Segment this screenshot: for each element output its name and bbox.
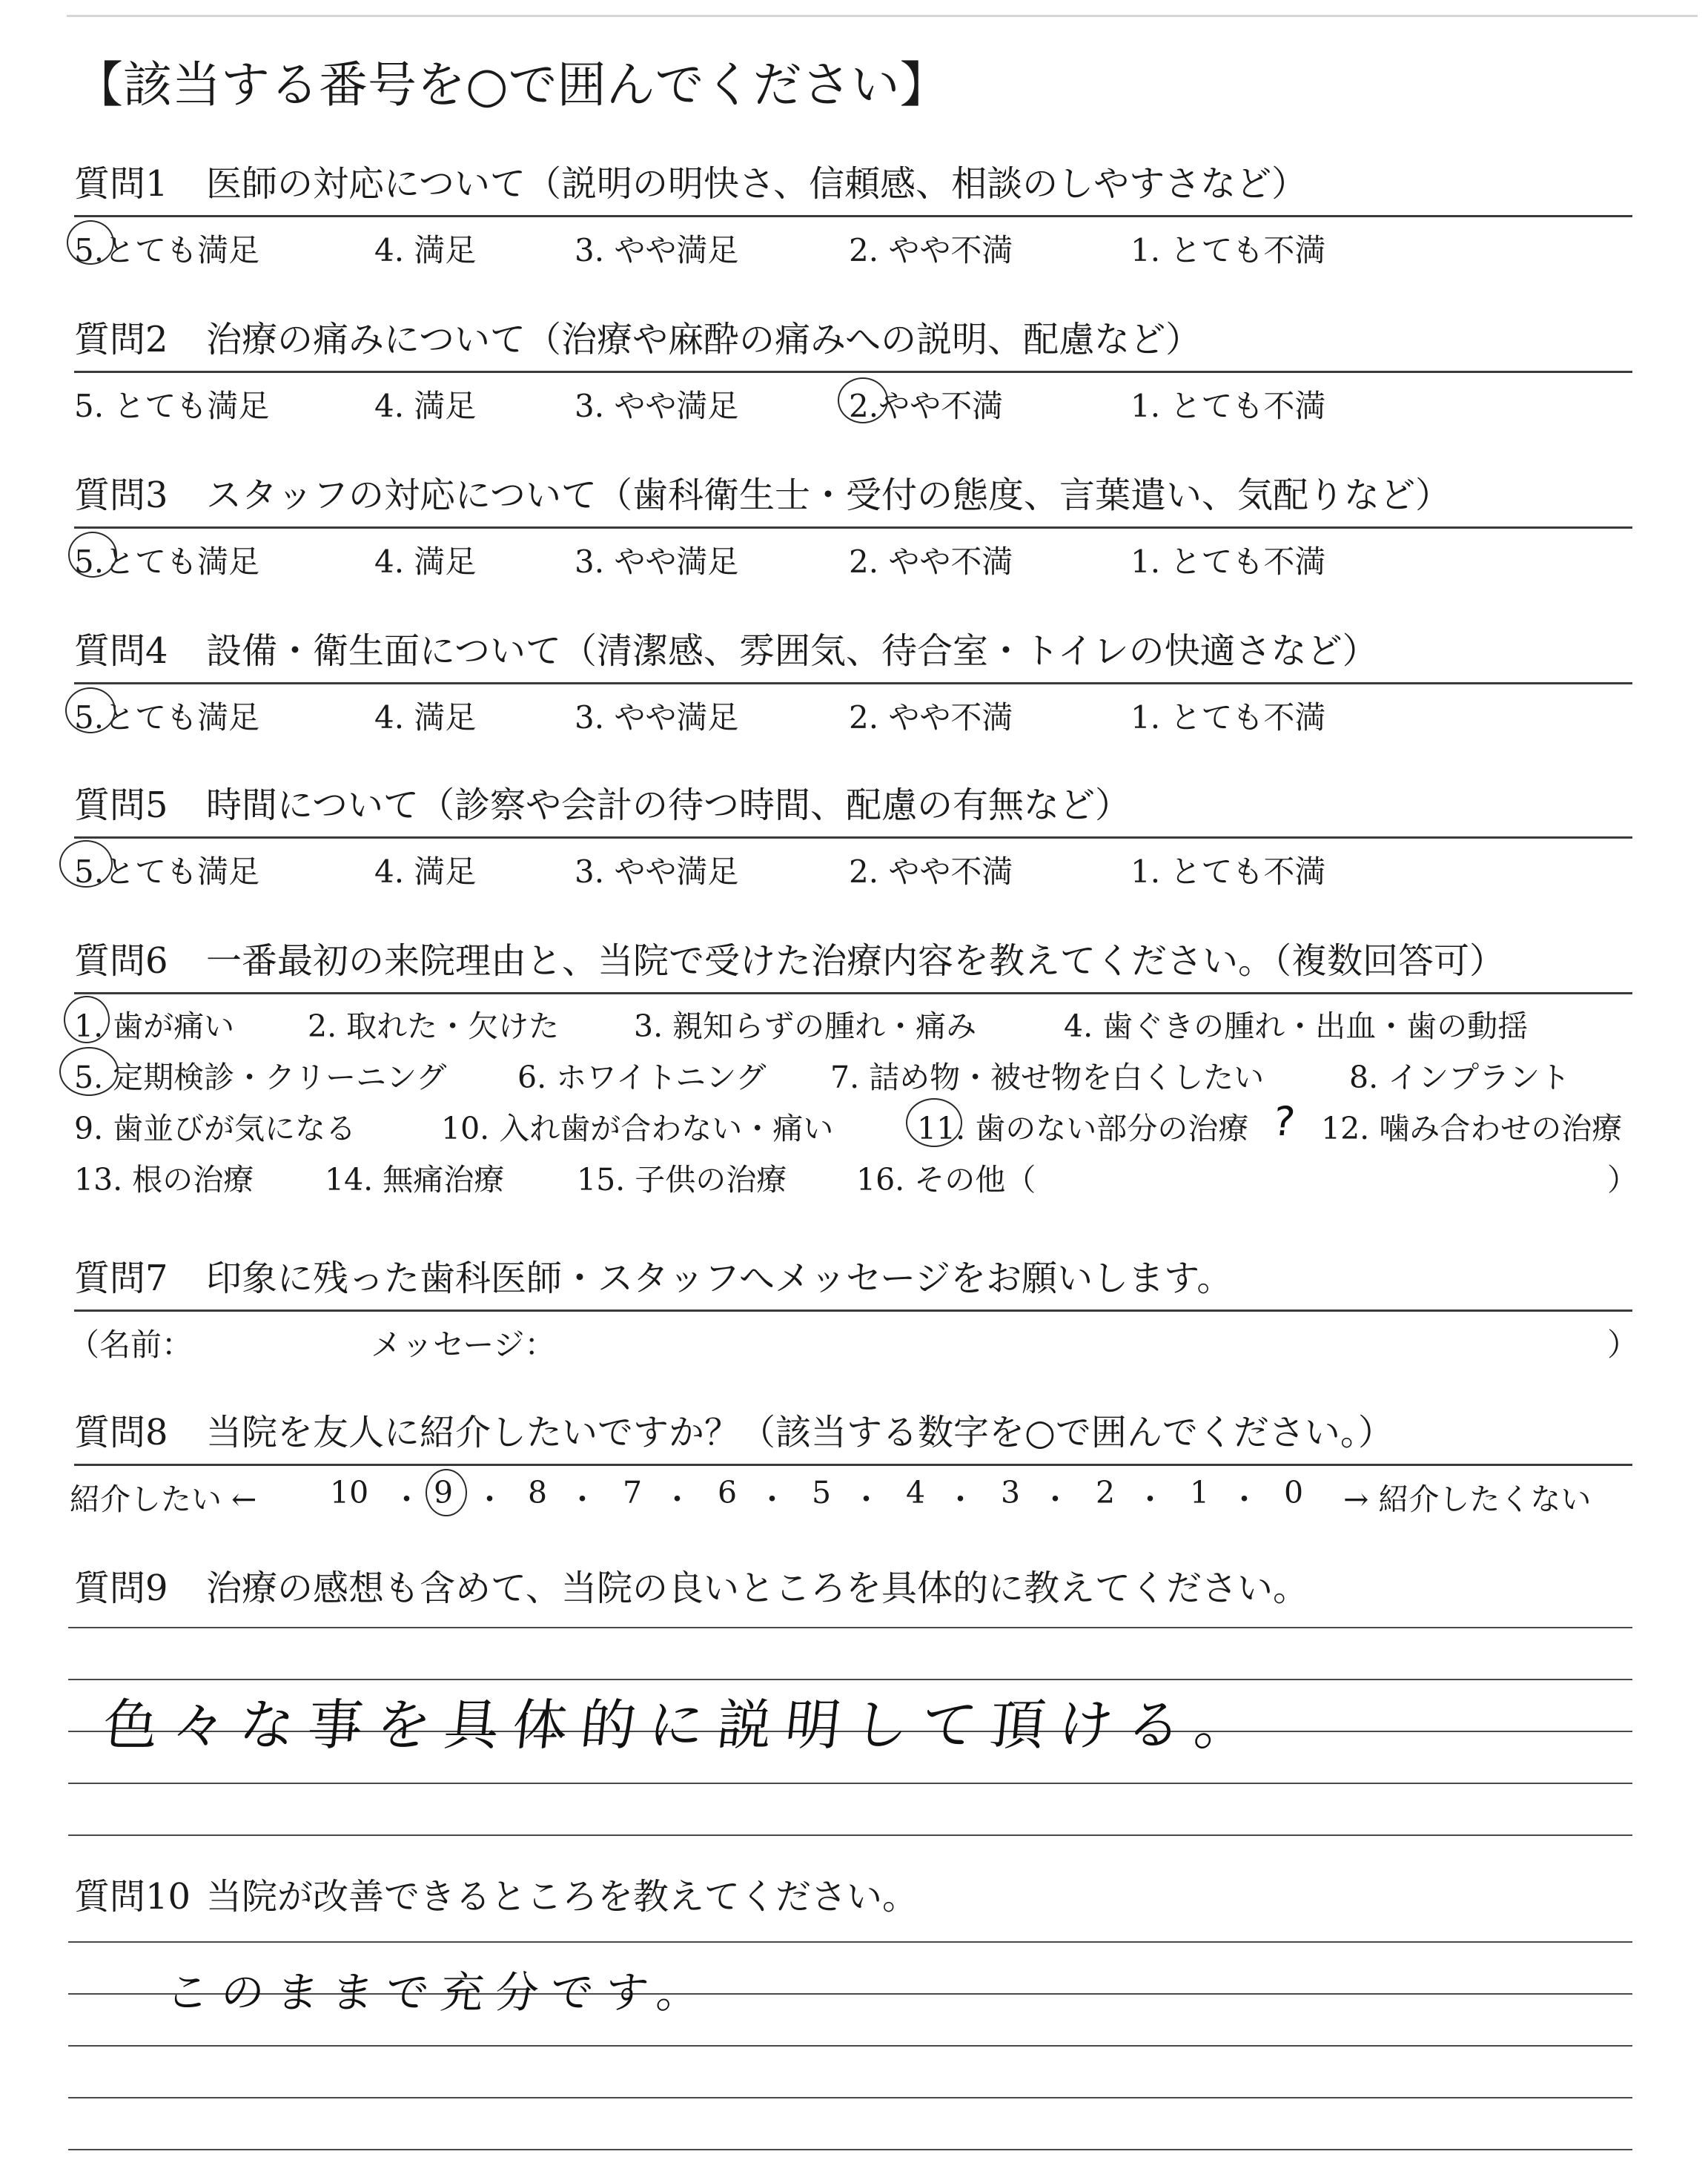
handwritten-answer-q9: 色々な事を具体的に説明して頂ける。 [99, 1694, 1266, 1757]
option-5[interactable]: 5.とても満足 [74, 853, 260, 890]
option-2[interactable]: 2. 取れた・欠けた [308, 1008, 560, 1044]
question-number: 質問7 [74, 1258, 168, 1299]
scale-separator: ・ [662, 1482, 692, 1517]
answer-line [68, 1783, 1632, 1784]
question-title: 当院を友人に紹介したいですか？（該当する数字を○で囲んでください。） [206, 1412, 1394, 1453]
option-12[interactable]: 12. 噛み合わせの治療 [1321, 1111, 1623, 1146]
option-3[interactable]: 3. やや満足 [575, 232, 739, 268]
scale-separator: ・ [567, 1482, 598, 1517]
options-row [74, 373, 1632, 424]
question-title: 時間について（診察や会計の待つ時間、配慮の有無など） [206, 785, 1131, 826]
question-number: 質問2 [74, 319, 168, 360]
option-1[interactable]: 1. とても不満 [1131, 853, 1326, 890]
option-2[interactable]: 2.やや不満 [849, 388, 1004, 424]
handwritten-question-mark: ? [1271, 1098, 1297, 1145]
question-9 [74, 1568, 1632, 1614]
question-title: 一番最初の来院理由と、当院で受けた治療内容を教えてください。（複数回答可） [206, 940, 1506, 982]
answer-line [68, 2149, 1632, 2150]
question-6 [74, 940, 1638, 1199]
answer-line [68, 2045, 1632, 2047]
message-label: メッセージ： [371, 1327, 556, 1363]
question-number: 質問8 [74, 1412, 168, 1453]
option-5[interactable]: 5.とても満足 [74, 232, 260, 268]
scale-value-1[interactable]: 1 [1190, 1475, 1210, 1510]
option-10[interactable]: 10. 入れ歯が合わない・痛い [441, 1111, 834, 1146]
scale-value-4[interactable]: 4 [906, 1475, 926, 1510]
option-1[interactable]: 1. とても不満 [1131, 699, 1326, 736]
option-2[interactable]: 2. やや不満 [849, 232, 1013, 268]
question-number: 質問9 [74, 1568, 168, 1609]
scale-separator: ・ [945, 1482, 976, 1517]
option-1[interactable]: 1. とても不満 [1131, 388, 1326, 424]
option-3[interactable]: 3. 親知らずの腫れ・痛み [634, 1008, 977, 1044]
question-title: 治療の痛みについて（治療や麻酔の痛みへの説明、配慮など） [206, 319, 1202, 360]
scale-separator: ・ [851, 1482, 881, 1517]
question-title: 印象に残った歯科医師・スタッフへメッセージをお願いします。 [206, 1258, 1233, 1299]
option-6[interactable]: 6. ホワイトニング [517, 1060, 767, 1095]
question-number: 質問3 [74, 475, 168, 516]
option-2[interactable]: 2. やや不満 [849, 544, 1013, 580]
question-title: 医師の対応について（説明の明快さ、信頼感、相談のしやすさなど） [206, 163, 1308, 205]
scale-separator: ・ [757, 1482, 787, 1517]
option-8[interactable]: 8. インプラント [1349, 1060, 1571, 1095]
scale-separator: ・ [474, 1482, 505, 1517]
question-10 [74, 1876, 1632, 1922]
scale-separator: ・ [1135, 1482, 1165, 1517]
scale-value-8[interactable]: 8 [528, 1475, 548, 1510]
top-border [67, 15, 1698, 17]
question-7 [68, 1258, 1639, 1363]
option-13[interactable]: 13. 根の治療 [74, 1162, 254, 1198]
option-4[interactable]: 4. 満足 [374, 232, 477, 268]
options-row [74, 839, 1632, 890]
option-5[interactable]: 5.とても満足 [74, 699, 260, 736]
message-close-paren: ） [1607, 1327, 1639, 1363]
options-row [74, 217, 1632, 268]
question-8 [70, 1412, 1632, 1517]
options-row [74, 529, 1632, 580]
option-5[interactable]: 5. 定期検診・クリーニング [74, 1060, 447, 1095]
question-5 [74, 785, 1632, 890]
option-1[interactable]: 1. 歯が痛い [74, 1008, 235, 1044]
option-9[interactable]: 9. 歯並びが気になる [74, 1111, 357, 1146]
question-2 [74, 319, 1632, 424]
option-16[interactable]: 16. その他（ [856, 1162, 1036, 1198]
scale-right-label: → 紹介したくない [1343, 1482, 1592, 1517]
option-3[interactable]: 3. やや満足 [575, 544, 739, 580]
question-title: 治療の感想も含めて、当院の良いところを具体的に教えてください。 [206, 1568, 1309, 1609]
scale-value-5[interactable]: 5 [812, 1475, 832, 1510]
options-row [74, 1097, 1632, 1148]
instruction-header: 【該当する番号を○で囲んでください】 [74, 56, 949, 113]
scale-value-7[interactable]: 7 [623, 1475, 643, 1510]
handwritten-answer-q10: このままで充分です。 [163, 1967, 715, 2018]
question-title: 当院が改善できるところを教えてください。 [206, 1876, 918, 1918]
option-4[interactable]: 4. 満足 [374, 544, 477, 580]
answer-line [68, 1834, 1632, 1836]
answer-line [68, 2097, 1632, 2098]
option-11[interactable]: 11. 歯のない部分の治療 [917, 1111, 1249, 1146]
other-close-paren: ） [1607, 1162, 1638, 1198]
option-2[interactable]: 2. やや不満 [849, 699, 1013, 736]
scale-separator: ・ [1040, 1482, 1070, 1517]
question-number: 質問1 [74, 163, 168, 205]
question-3 [74, 475, 1632, 580]
question-number: 質問10 [74, 1876, 191, 1918]
option-4[interactable]: 4. 満足 [374, 388, 477, 424]
question-title: 設備・衛生面について（清潔感、雰囲気、待合室・トイレの快適さなど） [206, 630, 1378, 672]
scale-value-9[interactable]: 9 [434, 1475, 454, 1510]
scale-value-6[interactable]: 6 [718, 1475, 738, 1510]
scale-value-3[interactable]: 3 [1001, 1475, 1021, 1510]
scale-value-0[interactable]: 0 [1284, 1475, 1304, 1510]
option-5[interactable]: 5. とても満足 [74, 388, 270, 424]
scale-left-label: 紹介したい ← [70, 1482, 257, 1517]
question-title: スタッフの対応について（歯科衛生士・受付の態度、言葉遣い、気配りなど） [206, 475, 1452, 516]
options-row [74, 994, 1632, 1046]
option-1[interactable]: 1. とても不満 [1131, 232, 1326, 268]
option-1[interactable]: 1. とても不満 [1131, 544, 1326, 580]
answer-line [68, 1627, 1632, 1628]
question-number: 質問5 [74, 785, 168, 826]
options-row [74, 1046, 1632, 1097]
options-row [74, 1148, 1638, 1199]
option-3[interactable]: 3. やや満足 [575, 388, 739, 424]
options-row [74, 684, 1632, 736]
option-4[interactable]: 4. 歯ぐきの腫れ・出血・歯の動揺 [1064, 1008, 1529, 1044]
option-5[interactable]: 5.とても満足 [74, 544, 260, 580]
recommend-scale [70, 1466, 1632, 1517]
scale-value-10[interactable]: 10 [330, 1475, 369, 1510]
answer-line [68, 1679, 1632, 1680]
scale-separator: ・ [391, 1482, 422, 1517]
option-4[interactable]: 4. 満足 [374, 699, 477, 736]
scale-value-2[interactable]: 2 [1096, 1475, 1116, 1510]
question-number: 質問4 [74, 630, 168, 672]
option-3[interactable]: 3. やや満足 [575, 699, 739, 736]
scale-separator: ・ [1229, 1482, 1260, 1517]
answer-line [68, 1941, 1632, 1943]
name-label: （名前： [68, 1327, 193, 1363]
option-4[interactable]: 4. 満足 [374, 853, 477, 890]
question-number: 質問6 [74, 940, 168, 982]
option-14[interactable]: 14. 無痛治療 [325, 1162, 505, 1198]
option-3[interactable]: 3. やや満足 [575, 853, 739, 890]
option-2[interactable]: 2. やや不満 [849, 853, 1013, 890]
option-15[interactable]: 15. 子供の治療 [577, 1162, 787, 1198]
message-row [68, 1312, 1639, 1363]
question-4 [74, 630, 1632, 736]
option-7[interactable]: 7. 詰め物・被せ物を白くしたい [830, 1060, 1265, 1095]
question-1 [74, 163, 1632, 268]
